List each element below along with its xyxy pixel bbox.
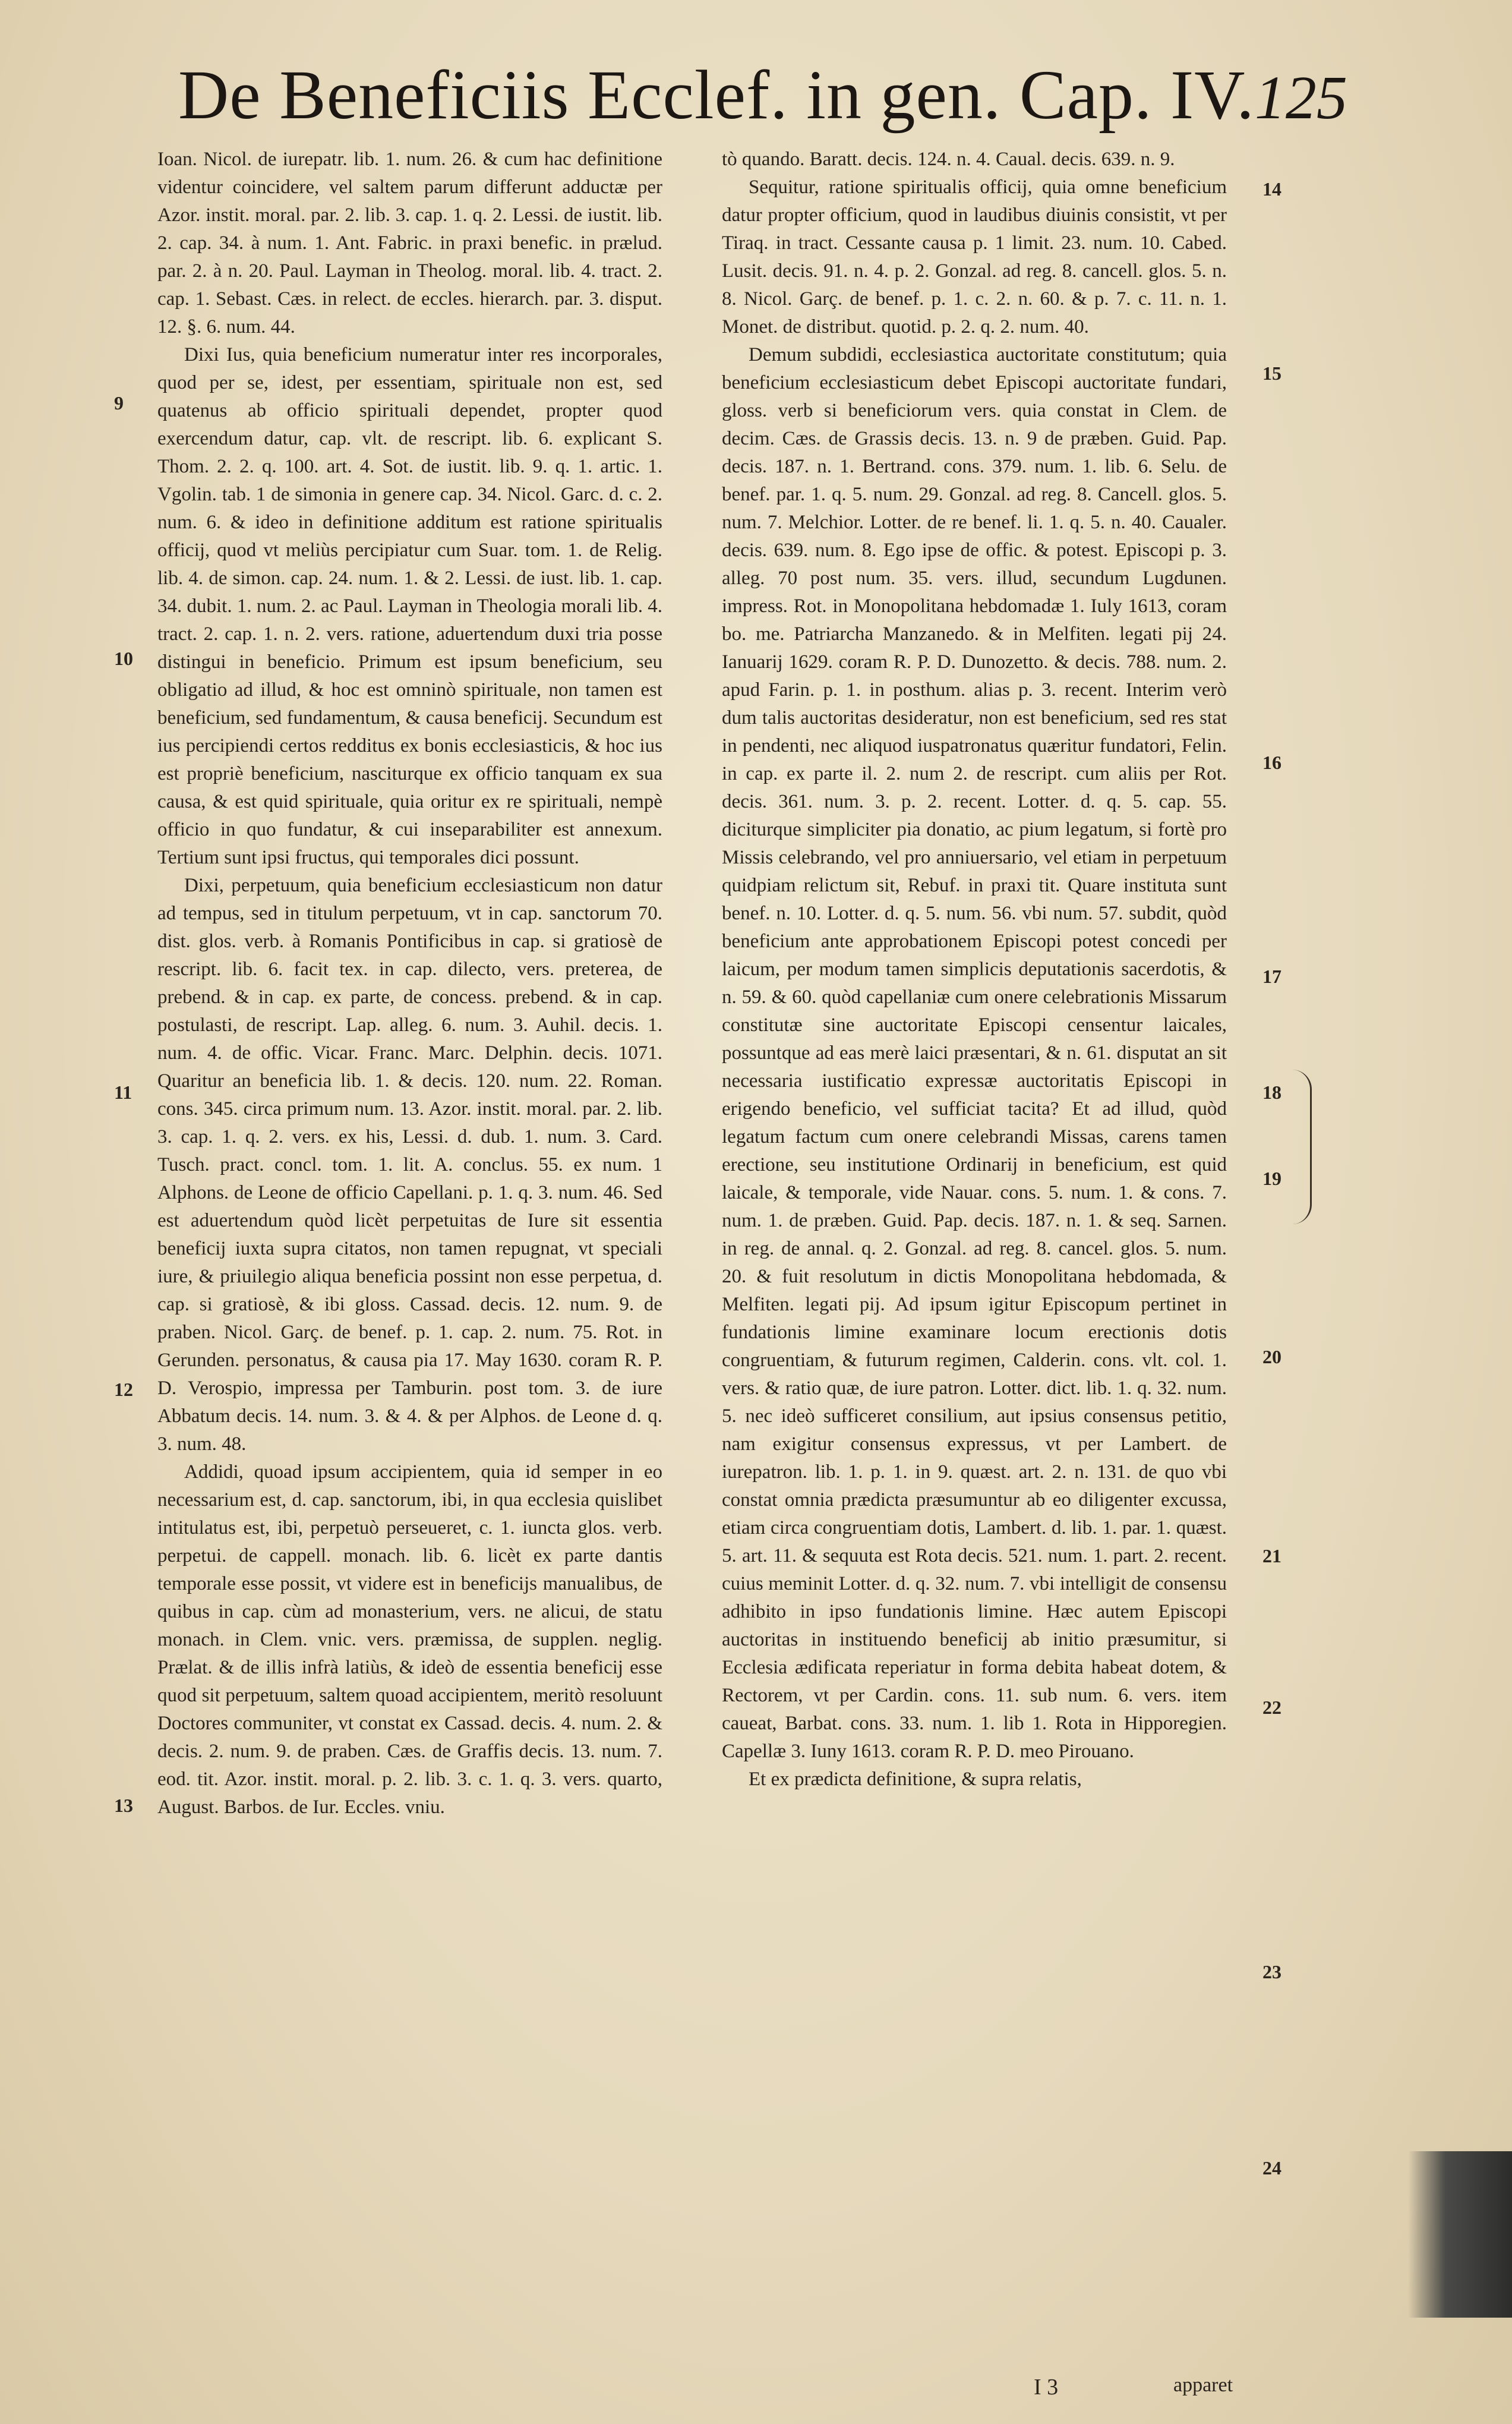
page-edge-shadow bbox=[1408, 2151, 1512, 2318]
page-number: 125 bbox=[1254, 64, 1347, 132]
paragraph: Ioan. Nicol. de iurepatr. lib. 1. num. 26. & cum hac definitione videntur coincidere, vel saltem parum differunt adductæ per Azor. instit. moral. par. 2. lib. 3. cap. 1. q. 2. Lessi. de iustit. lib. 2. cap. 34. à num. 1. Ant. Fabric. in praxi benefic. in prælud. par. 2. à n. 20. Paul. Layman in Theolog. moral. lib. 4. tract. 2. cap. 1. Sebast. Cæs. in relect. de eccles. hierarch. par. 3. disput. 12. §. 6. num. 44. bbox=[157, 149, 662, 338]
margin-number: 19 bbox=[1262, 1168, 1281, 1189]
handwritten-bracket bbox=[1292, 1070, 1312, 1224]
paragraph: Dixi Ius, quia beneficium numeratur inter res incorporales, quod per se, idest, per essentiam, spirituale non est, sed quatenus ab officio spirituali dependet, propter quod exercendum datur, cap. vlt. de rescript. lib. 6. explicant S. Thom. 2. 2. q. 100. art. 4. Sot. de iustit. lib. 9. q. 1. artic. 1. Vgolin. tab. 1 de simonia in genere cap. 34. Nicol. Garc. d. c. 2. num. 6. & ideo in definitione additum est ratione spiritualis officij, quod vt meliùs percipiatur cum Suar. tom. 1. de Relig. lib. 4. de simon. cap. 24. num. 1. & 2. Lessi. de iust. lib. 1. cap. 34. dubit. 1. num. 2. ac Paul. Layman in Theologia morali lib. 4. tract. 2. cap. 1. n. 2. vers. ratione, aduertendum duxi tria posse distingui in beneficio. Primum est ipsum beneficium, seu obligatio ad illud, & hoc est omninò spirituale, non tamen est beneficium, sed fundamentum, & causa beneficij. Secundum est ius percipiendi certos redditus ex bonis ecclesiasticis, & hoc ius est propriè beneficium, nasciturque ex officio tanquam ex sua causa, & est quid spirituale, quia oritur ex re spirituali, nempè officio in quo fundatur, & cui inseparabiliter est annexum. Tertium sunt ipsi fructus, qui temporales dici possunt. bbox=[157, 344, 662, 868]
margin-number: 12 bbox=[114, 1379, 133, 1400]
signature-mark: I 3 bbox=[1034, 2375, 1059, 2400]
paragraph: Sequitur, ratione spiritualis officij, quia omne beneficium datur propter officium, quod in laudibus diuinis consistit, vt per Tiraq. in tract. Cessante causa p. 1 limit. 23. num. 10. Cabed. Lusit. decis. 91. n. 4. p. 2. Gonzal. ad reg. 8. cancell. glos. 5. n. 8. Nicol. Garç. de benef. p. 1. c. 2. n. 60. & p. 7. c. 11. n. 1. Monet. de distribut. quotid. p. 2. q. 2. num. 40. bbox=[722, 176, 1227, 338]
paragraph: Addidi, quoad ipsum accipientem, quia id semper in eo necessarium est, d. cap. sanctorum, ibi, in qua ecclesia quislibet intitulatus est, ibi, perpetuò perseueret, c. 1. iuncta glos. verb. perpetui. de cappell. monach. lib. 6. licèt ex parte dantis temporale esse possit, vt videre est in beneficijs manualibus, de quibus in cap. cùm ad monasterium, vers. ne alicui, de statu monach. in Clem. vnic. vers. præmissa, de supplen. neglig. Prælat. & de illis infrà latiùs, & ideò de essentia beneficij esse quod sit perpetuum, saltem quoad accipientem, meritò resoluunt Doctores communiter, vt constat ex Cassad. decis. 4. num. 2. & decis. 2. num. 9. de praben. Cæs. de Graffis decis. 13. num. 7. eod. tit. Azor. instit. moral. p. 2. lib. 3. c. 1. q. 3. vers. quarto, August. Barbos. de Iur. Eccles. vniu. bbox=[157, 1461, 662, 1818]
margin-number: 11 bbox=[114, 1082, 132, 1103]
margin-number: 21 bbox=[1262, 1545, 1281, 1566]
catchword: apparet bbox=[1173, 2374, 1233, 2396]
margin-number: 15 bbox=[1262, 363, 1281, 384]
margin-number: 17 bbox=[1262, 966, 1281, 987]
margin-number: 10 bbox=[114, 648, 133, 669]
margin-number: 23 bbox=[1262, 1961, 1281, 1982]
margin-number: 9 bbox=[114, 392, 124, 414]
paragraph: Demum subdidi, ecclesiastica auctoritate constitutum; quia beneficium ecclesiasticum debet Episcopi auctoritate fundari, gloss. verb si beneficiorum vers. quia constat in Clem. de decim. Cæs. de Grassis decis. 13. n. 9 de præben. Guid. Pap. decis. 187. n. 1. Bertrand. cons. 379. num. 1. lib. 6. Selu. de benef. par. 1. q. 5. num. 29. Gonzal. ad reg. 8. Cancell. glos. 5. num. 7. Melchior. Lotter. de re benef. li. 1. q. 5. n. 40. Caualer. decis. 639. num. 8. Ego ipse de offic. & potest. Episcopi p. 3. alleg. 70 post num. 35. vers. illud, secundum Lugdunen. impress. Rot. in Monopolitana hebdomadæ 1. Iuly 1613, coram bo. me. Patriarcha Manzanedo. & in Melfiten. legati pij 24. Ianuarij 1629. coram R. P. D. Dunozetto. & decis. 788. num. 2. apud Farin. p. 1. in posthum. alias p. 3. recent. Interim verò dum talis auctoritas desideratur, non est beneficium, sed res stat in pendenti, nec aliquod iuspatronatus quæritur fundatori, Felin. in cap. ex parte il. 2. num 2. de rescript. cum aliis per Rot. decis. 361. num. 3. p. 2. recent. Lotter. d. q. 5. cap. 55. diciturque simpliciter pia donatio, ac pium legatum, si fortè pro Missis celebrando, vel pro anniuersario, vel etiam in perpetuum quidpiam relictum sit, Rebuf. in praxi tit. Quare instituta sunt benef. n. 10. Lotter. d. q. 5. num. 56. vbi num. 57. subdit, quòd beneficium ante approbationem Episcopi potest concedi per laicum, per modum tamen simplicis deputationis sacerdotis, & n. 59. & 60. quòd capellaniæ cum onere celebrationis Missarum constitutæ sine auctoritate Episcopi censentur laicales, possuntque ad eas merè laici præsentari, & n. 61. disputat an sit necessaria iustificatio expressæ auctoritatis Episcopi in erigendo beneficio, vel sufficiat tacita? Et ad illud, quòd legatum factum cum onere celebrandi Missas, carens tamen erectione, seu institutione Ordinarij in beneficium, est quid laicale, & temporale, vide Nauar. cons. 5. num. 1. & cons. 7. num. 1. de præben. Guid. Pap. decis. 187. n. 1. & seq. Sarnen. in reg. de annal. q. 2. Gonzal. ad reg. 8. cancel. glos. 5. num. 20. & fuit resolutum in dictis Monopolitana hebdomada, & Melfiten. legati pij. Ad ipsum igitur Episcopum pertinet in fundationis limine examinare locum erectionis dotis congruentiam, & futurum regimen, Calderin. cons. vlt. col. 1. vers. & ratio quæ, de iure patron. Lotter. dict. lib. 1. q. 32. num. 5. nec ideò sufficeret consilium, aut ipsius consensus petitio, nam exigitur consensus expressus, vt per Lambert. de iurepatron. lib. 1. p. 1. in 9. quæst. art. 2. n. 131. de quo vbi constat omnia prædicta præsumuntur ab eo diligenter excussa, etiam circa congruentiam dotis, Lambert. d. lib. 1. par. 1. quæst. 5. art. 11. & sequuta est Rota decis. 521. num. 1. part. 2. recent. cuius meminit Lotter. d. q. 32. num. 7. vbi intelligit de consensu adhibito in ipso fundationis limine. Hæc autem Episcopi auctoritas in instituendo beneficij ab initio præsumitur, si Ecclesia ædificata reperiatur in forma debita habeat dotem, & Rectorem, vt per Cardin. cons. 11. sub num. 6. vers. item caueat, Barbat. cons. 33. num. 1. lib 1. Rota in Hipporegien. Capellæ 3. Iuny 1613. coram R. P. D. meo Pirouano. bbox=[722, 344, 1227, 1762]
running-header bbox=[178, 55, 1347, 144]
margin-number: 20 bbox=[1262, 1346, 1281, 1367]
margin-number: 22 bbox=[1262, 1697, 1281, 1718]
right-column bbox=[722, 146, 1227, 2285]
paragraph: Dixi, perpetuum, quia beneficium ecclesiasticum non datur ad tempus, sed in titulum perpetuum, vt in cap. sanctorum 70. dist. glos. verb. à Romanis Pontificibus in cap. si gratiosè de rescript. lib. 6. facit tex. in cap. dilecto, vers. preterea, de prebend. & in cap. ex parte, de concess. prebend. & in cap. postulasti, de rescript. Lap. alleg. 6. num. 3. Auhil. decis. 1. num. 4. de offic. Vicar. Franc. Marc. Delphin. decis. 1071. Quaritur an beneficia lib. 1. & decis. 120. num. 22. Roman. cons. 345. circa primum num. 13. Azor. instit. moral. par. 2. lib. 3. cap. 1. q. 2. vers. ex his, Lessi. d. dub. 1. num. 3. Card. Tusch. pract. concl. tom. 1. lit. A. conclus. 55. ex num. 1 Alphons. de Leone de officio Capellani. p. 1. q. 3. num. 46. Sed est aduertendum quòd licèt perpetuitas de Iure sit essentia beneficij iuxta supra citatos, non tamen repugnat, vt speciali iure, & priuilegio aliqua beneficia possint non esse perpetua, d. cap. si gratiosè, & ibi gloss. Cassad. decis. 12. num. 9. de praben. Nicol. Garç. de benef. p. 1. cap. 2. num. 75. Rot. in Gerunden. personatus, & causa pia 17. May 1630. coram R. P. D. Verospio, impressa per Tamburin. post tom. 3. de iure Abbatum decis. 14. num. 3. & 4. & per Alphos. de Leone d. q. 3. num. 48. bbox=[157, 875, 662, 1455]
margin-number: 18 bbox=[1262, 1082, 1281, 1103]
paragraph: tò quando. Baratt. decis. 124. n. 4. Caual. decis. 639. n. 9. bbox=[722, 149, 1175, 170]
left-column bbox=[157, 146, 662, 2285]
margin-number: 24 bbox=[1262, 2157, 1281, 2179]
margin-number: 14 bbox=[1262, 178, 1281, 200]
paragraph: Et ex prædicta definitione, & supra relatis, bbox=[749, 1769, 1082, 1790]
margin-number: 16 bbox=[1262, 752, 1281, 773]
running-title: De Beneficiis Ecclef. in gen. Cap. IV. bbox=[178, 56, 1255, 134]
margin-number: 13 bbox=[114, 1795, 133, 1816]
